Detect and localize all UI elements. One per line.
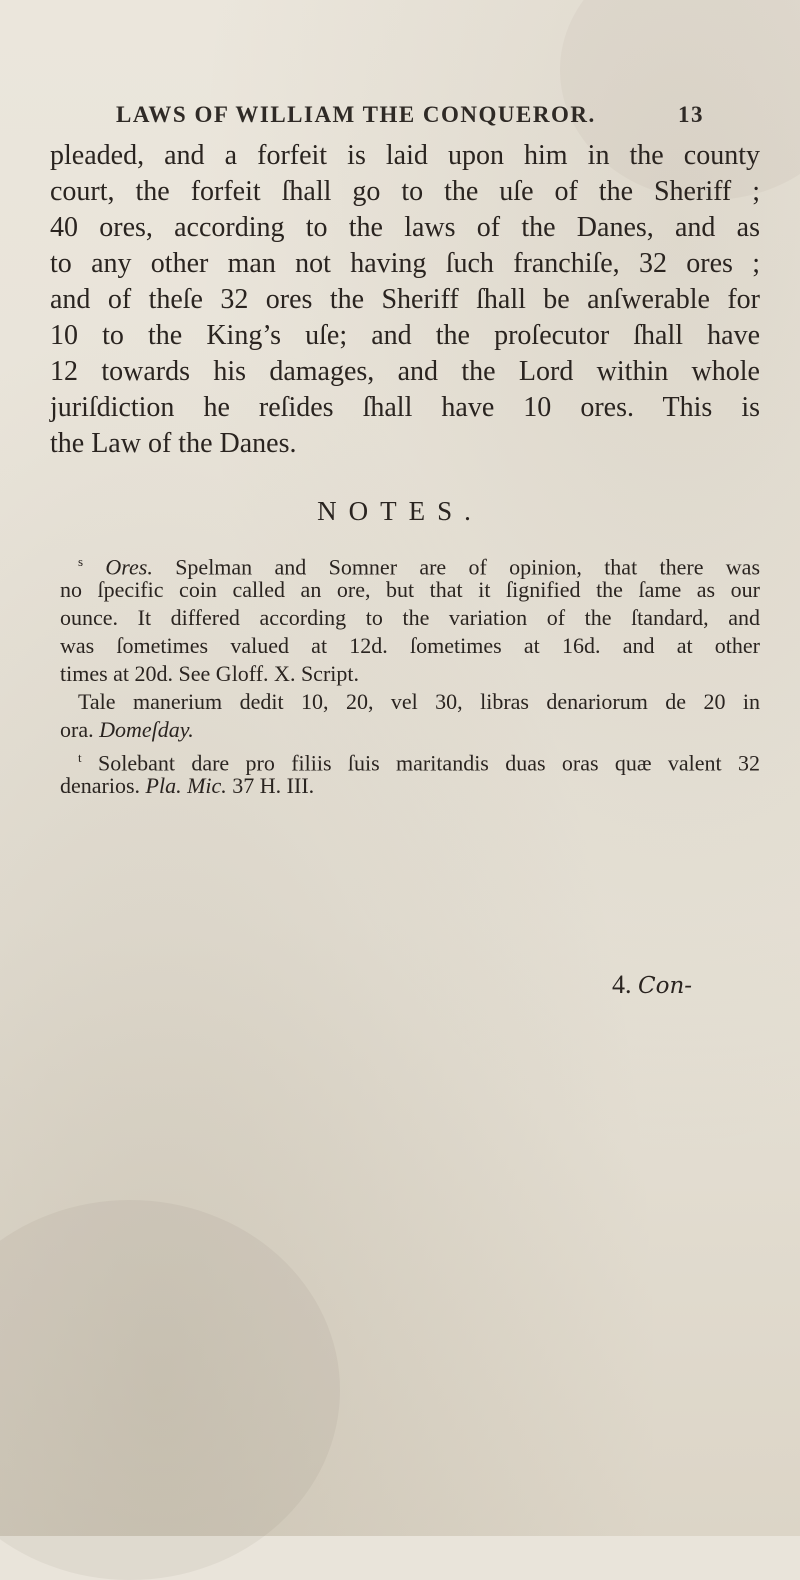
note-marker: s [78,554,84,569]
catchword-text: Con- [638,973,693,999]
note-line: was ſometimes valued at 12d. ſometimes at 16d. and at other [60,633,760,658]
note-line: times at 20d. See Gloff. X. Script. [60,661,359,686]
body-line: 10 to the King’s uſe; and the proſecutor ſhall have [50,320,760,351]
notes-heading: NOTES. [317,496,483,526]
note-line [60,716,760,744]
signature-mark: 4. [612,970,632,999]
note-keyword: Ores. [105,554,153,580]
note-text: denarios. [60,773,141,798]
note-text: ora. [60,717,94,742]
note-text: 37 H. III. [232,773,315,798]
running-head [116,102,704,142]
body-line: the Law of the Danes. [50,428,297,459]
body-line: 12 towards his damages, and the Lord within whole [50,356,760,387]
note-line [60,744,761,776]
note-text: Solebant dare pro filiis ſuis maritandis duas oras quæ valent 32 [97,750,761,776]
note-line: Tale manerium dedit 10, 20, vel 30, libras denariorum de 20 in [78,689,760,714]
note-line [60,772,760,800]
body-line: juriſdiction he reſides ſhall have 10 ores. This is [50,392,760,423]
note-citation: Pla. Mic. [145,773,227,798]
running-head-title: LAWS OF WILLIAM THE CONQUEROR. [116,102,596,127]
note-marker: t [78,750,82,765]
note-text: Spelman and Somner are of opinion, that there was [175,554,761,580]
note-line: no ſpecific coin called an ore, but that it ſignified the ſame as our [60,577,760,602]
paper-stain [0,1200,340,1580]
body-line: pleaded, and a forfeit is laid upon him in the county [50,140,760,171]
body-line: 40 ores, according to the laws of the Danes, and as [50,212,760,243]
body-line: court, the forfeit ſhall go to the uſe of the Sheriff ; [50,176,760,207]
main-paragraph [50,138,760,462]
note-line: ounce. It differed according to the variation of the ſtandard, and [60,605,760,630]
body-line: to any other man not having ſuch franchiſe, 32 ores ; [50,248,760,279]
notes-section [60,548,760,800]
page-number: 13 [678,102,704,127]
body-line: and of theſe 32 ores the Sheriff ſhall be anſwerable for [50,284,760,315]
note-citation: Domeſday. [99,717,194,742]
note-line [60,548,761,580]
catchword [612,970,692,1000]
